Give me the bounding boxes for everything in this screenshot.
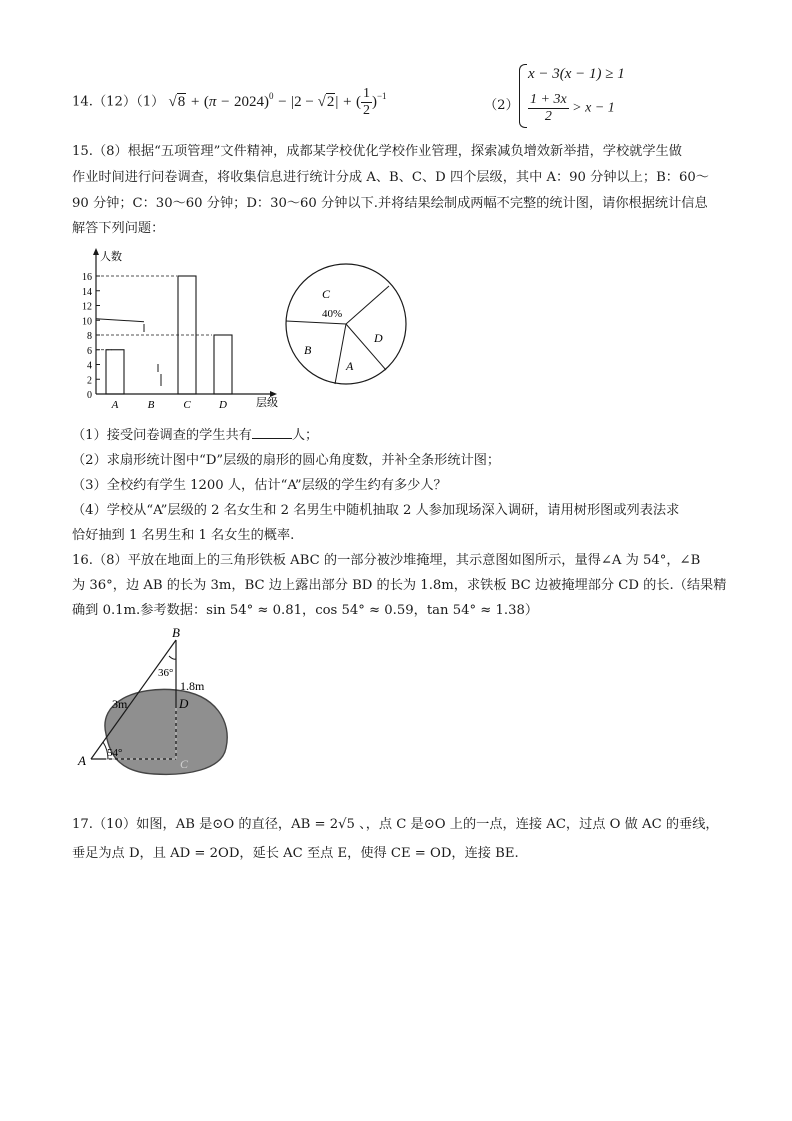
- xtick-label-d: D: [219, 399, 227, 411]
- pie-label-c-percent: 40%: [322, 308, 343, 320]
- bar-chart-xticks: [111, 399, 227, 411]
- ytick-label: 6: [87, 345, 92, 357]
- q15-sub-4b: 恰好抽到 1 名男生和 1 名女生的概率.: [72, 528, 295, 543]
- q14-part1-label: （1）: [136, 94, 165, 110]
- q17-line-2: 垂足为点 D，且 AD = 2OD，延长 AC 至点 E，使得 CE = OD，连接 BE.: [72, 846, 519, 861]
- q14-ineq2-denominator: 2: [544, 109, 552, 124]
- q15-line-3: 90 分钟；C：30～60 分钟；D：30～60 分钟以下.并将结果绘制成两幅不完整的统计图，请你根据统计信息: [72, 196, 708, 211]
- ytick-label: 16: [82, 272, 92, 283]
- q14-part2-label: （2）: [484, 98, 519, 113]
- pie-label-c: C: [322, 287, 331, 301]
- q15-sub-2: （2）求扇形统计图中“D”层级的扇形的圆心角度数，并补全条形统计图；: [72, 453, 501, 468]
- label-b: B: [172, 625, 180, 640]
- length-ab-label: 3m: [112, 697, 128, 711]
- pie-label-b: B: [304, 343, 312, 357]
- bar-chart-b-fragments: [144, 324, 161, 386]
- ytick-label: 10: [82, 316, 92, 328]
- xtick-label-a: A: [111, 399, 119, 411]
- q14-inequality-1: x − 3(x − 1) ≥ 1: [528, 66, 625, 82]
- answer-blank[interactable]: [252, 427, 292, 439]
- q15-line-2: 作业时间进行问卷调查，将收集信息进行统计分成 A、B、C、D 四个层级，其中 A：90 分钟以上；B：60～: [72, 170, 709, 185]
- ytick-label: 14: [82, 286, 92, 298]
- q15-line-4: 解答下列问题：: [72, 221, 165, 236]
- q16-line-1: 16.（8）平放在地面上的三角形铁板 ABC 的一部分被沙堆掩埋，其示意图如图所示，量得∠A 为 54°，∠B: [72, 553, 701, 568]
- label-c: C: [180, 757, 189, 771]
- partial-line: [96, 319, 144, 322]
- q14-expression-1: $√8 + (\pi - 2024)^0 - |2 - √2|$ + ( $\frac{1}{2}$ )$^{-1}$: [168, 86, 387, 118]
- bar-chart-axes: [93, 248, 277, 397]
- xtick-label-c: C: [183, 399, 191, 411]
- length-bd-label: 1.8m: [180, 679, 205, 693]
- q14-ineq2-rhs: > x − 1: [572, 100, 615, 116]
- q15-sub-1-unit: 人；: [291, 428, 319, 443]
- label-a: A: [78, 753, 86, 768]
- q16-triangle-figure: [76, 624, 246, 776]
- ytick-label: 4: [87, 360, 92, 372]
- q16-line-2: 为 36°，边 AB 的长为 3m，BC 边上露出部分 BD 的长为 1.8m，求铁板 BC 边被掩埋部分 CD 的长.（结果精: [72, 578, 727, 593]
- q15-pie-chart: [282, 260, 412, 390]
- q14-inequality-2: [528, 92, 615, 125]
- q15-bar-chart: [72, 246, 292, 414]
- q14-ineq2-numerator: 1 + 3x: [530, 92, 567, 107]
- q14-row: [72, 86, 732, 118]
- bar-chart-yticks: [82, 272, 100, 401]
- angle-b-arc: [169, 656, 176, 659]
- q15-sub-1: [72, 427, 318, 445]
- label-d: D: [179, 696, 189, 711]
- q15-line-1: 15.（8）根据“五项管理”文件精神，成都某学校优化学校作业管理，探索减负增效新举措，学校就学生做: [72, 144, 682, 159]
- xtick-label-b: B: [147, 399, 155, 411]
- bar-chart-ylabel: 人数: [100, 251, 122, 263]
- pie-label-d: D: [374, 331, 383, 345]
- bar-a: [106, 350, 124, 394]
- ytick-label: 2: [87, 375, 92, 387]
- q16-line-3: 确到 0.1m.参考数据：sin 54° ≈ 0.81，cos 54° ≈ 0.59，tan 54° ≈ 1.38）: [72, 603, 539, 618]
- ytick-label: 0: [87, 390, 92, 401]
- q14-system-brace: [519, 64, 527, 128]
- bar-chart-xlabel: 层级: [256, 397, 278, 409]
- pie-label-a: A: [346, 359, 354, 373]
- bar-d: [214, 335, 232, 394]
- q17-line-1: 17.（10）如图，AB 是⊙O 的直径，AB = 2√5 、，点 C 是⊙O 上的一点，连接 AC，过点 O 做 AC 的垂线，: [72, 817, 719, 832]
- q14-number: 14.（12）: [72, 94, 137, 110]
- q15-sub-3: （3）全校约有学生 1200 人，估计“A”层级的学生约有多少人？: [72, 478, 447, 493]
- bar-chart-bars: [96, 276, 232, 394]
- q15-sub-4a: （4）学校从“A”层级的 2 名女生和 2 名男生中随机抽取 2 人参加现场深入调研，请用树形图或列表法求: [72, 503, 680, 518]
- ytick-label: 8: [87, 331, 92, 342]
- angle-b-label: 36°: [158, 667, 174, 679]
- ytick-label: 12: [82, 301, 92, 313]
- angle-a-label: 54°: [107, 747, 123, 759]
- q15-sub-1-text: （1）接受问卷调查的学生共有: [72, 428, 252, 443]
